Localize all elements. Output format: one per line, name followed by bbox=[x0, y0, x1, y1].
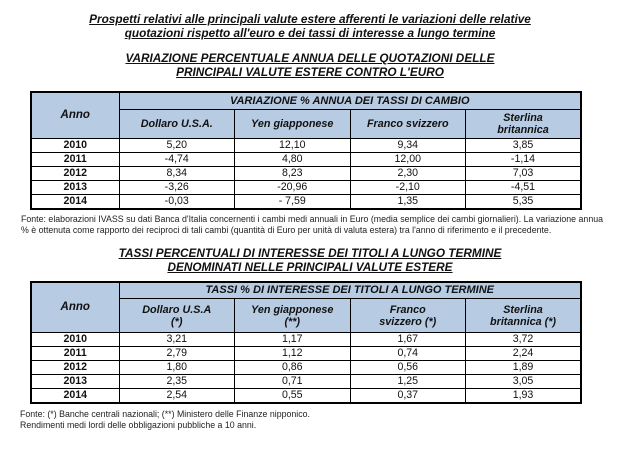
value-cell: -3,26 bbox=[119, 180, 235, 194]
table2-footnote-line2: Rendimenti medi lordi delle obbligazioni pubbliche a 10 anni. bbox=[20, 420, 257, 430]
table2-col-yen-giapponese bbox=[235, 299, 351, 333]
value-cell: 12,10 bbox=[235, 138, 351, 152]
table1-row-2013 bbox=[31, 180, 581, 194]
document-title-line1: Prospetti relativi alle principali valute estere afferenti le variazioni delle relative bbox=[89, 12, 531, 26]
value-cell: 3,85 bbox=[466, 138, 582, 152]
table2-col-sterlina-britannica bbox=[466, 299, 582, 333]
year-cell: 2012 bbox=[31, 166, 119, 180]
document-title-line2: quotazioni rispetto all'euro e dei tassi di interesse a lungo termine bbox=[124, 26, 496, 40]
value-cell: -1,14 bbox=[466, 152, 582, 166]
value-cell: 0,71 bbox=[235, 375, 351, 389]
section1-title-line1: VARIAZIONE PERCENTUALE ANNUA DELLE QUOTAZIONI DELLE bbox=[125, 51, 495, 65]
value-cell: -20,96 bbox=[235, 180, 351, 194]
table2-source-footnote bbox=[20, 409, 620, 431]
table2-col-dollaro-usa bbox=[119, 299, 235, 333]
value-cell: 12,00 bbox=[350, 152, 466, 166]
col-header-line: Dollaro U.S.A. bbox=[140, 117, 213, 130]
year-cell: 2011 bbox=[31, 347, 119, 361]
value-cell: 7,03 bbox=[466, 166, 582, 180]
value-cell: 0,86 bbox=[235, 361, 351, 375]
value-cell: 3,72 bbox=[466, 333, 582, 347]
table2-row-2011 bbox=[31, 347, 581, 361]
value-cell: 5,20 bbox=[119, 138, 235, 152]
value-cell: -2,10 bbox=[350, 180, 466, 194]
value-cell: -4,74 bbox=[119, 152, 235, 166]
table1-header-row-span bbox=[31, 92, 581, 109]
table1-anno-header: Anno bbox=[31, 92, 119, 138]
col-header-line: (*) bbox=[171, 315, 183, 328]
col-header-line: Franco bbox=[389, 303, 426, 316]
table2-row-2014 bbox=[31, 389, 581, 404]
value-cell: 2,24 bbox=[466, 347, 582, 361]
col-header-line: britannica bbox=[497, 123, 549, 136]
table1-col-dollaro-usa bbox=[119, 109, 235, 138]
table2-span-header: TASSI % DI INTERESSE DEI TITOLI A LUNGO TERMINE bbox=[119, 282, 581, 299]
section2-title-line1: TASSI PERCENTUALI DI INTERESSE DEI TITOLI A LUNGO TERMINE bbox=[118, 245, 502, 260]
table1-col-sterlina-britannica bbox=[466, 109, 582, 138]
value-cell: -0,03 bbox=[119, 194, 235, 209]
year-cell: 2010 bbox=[31, 333, 119, 347]
table2-row-2013 bbox=[31, 375, 581, 389]
value-cell: 2,79 bbox=[119, 347, 235, 361]
value-cell: 0,55 bbox=[235, 389, 351, 404]
value-cell: 4,80 bbox=[235, 152, 351, 166]
table2-anno-header: Anno bbox=[31, 282, 119, 333]
col-header-line: (**) bbox=[284, 315, 301, 328]
value-cell: 1,89 bbox=[466, 361, 582, 375]
table1-col-yen-giapponese bbox=[235, 109, 351, 138]
value-cell: 0,74 bbox=[350, 347, 466, 361]
interest-rate-table bbox=[30, 281, 582, 405]
value-cell: 1,25 bbox=[350, 375, 466, 389]
value-cell: - 7,59 bbox=[235, 194, 351, 209]
col-header-line: Dollaro U.S.A bbox=[142, 303, 212, 316]
col-header-line: Sterlina bbox=[503, 303, 543, 316]
table2-footnote-line1: Fonte: (*) Banche centrali nazionali; (**) Ministero delle Finanze nipponico. bbox=[20, 409, 310, 419]
section1-title-line2: PRINCIPALI VALUTE ESTERE CONTRO L'EURO bbox=[176, 65, 444, 79]
year-cell: 2013 bbox=[31, 180, 119, 194]
value-cell: 0,37 bbox=[350, 389, 466, 404]
year-cell: 2010 bbox=[31, 138, 119, 152]
value-cell: 2,35 bbox=[119, 375, 235, 389]
value-cell: 1,35 bbox=[350, 194, 466, 209]
value-cell: 1,93 bbox=[466, 389, 582, 404]
col-header-line: britannica (*) bbox=[490, 315, 557, 328]
value-cell: 8,23 bbox=[235, 166, 351, 180]
col-header-line: Franco svizzero bbox=[366, 117, 449, 130]
value-cell: 3,21 bbox=[119, 333, 235, 347]
value-cell: 1,80 bbox=[119, 361, 235, 375]
year-cell: 2011 bbox=[31, 152, 119, 166]
value-cell: 2,30 bbox=[350, 166, 466, 180]
section2-title bbox=[0, 246, 620, 274]
value-cell: 1,12 bbox=[235, 347, 351, 361]
year-cell: 2014 bbox=[31, 194, 119, 209]
value-cell: 1,17 bbox=[235, 333, 351, 347]
table1-source-footnote: Fonte: elaborazioni IVASS su dati Banca d'Italia concernenti i cambi medi annuali in Euro (media semplice dei cambi giornalieri). La variazione annua % è ottenuta come rapporto dei reciproci di tali cambi (quantità di Euro per unità di valuta estera) tra l'anno di riferimento e il precedente. bbox=[21, 213, 603, 235]
value-cell: 2,54 bbox=[119, 389, 235, 404]
value-cell: -4,51 bbox=[466, 180, 582, 194]
table2-col-franco-svizzero bbox=[350, 299, 466, 333]
col-header-line: svizzero (*) bbox=[379, 315, 437, 328]
value-cell: 8,34 bbox=[119, 166, 235, 180]
table2-header-row-span bbox=[31, 282, 581, 299]
exchange-rate-variation-table bbox=[30, 91, 582, 210]
value-cell: 9,34 bbox=[350, 138, 466, 152]
table1-col-franco-svizzero bbox=[350, 109, 466, 138]
value-cell: 3,05 bbox=[466, 375, 582, 389]
table2-row-2012 bbox=[31, 361, 581, 375]
value-cell: 5,35 bbox=[466, 194, 582, 209]
table1-row-2014 bbox=[31, 194, 581, 209]
table1-row-2010 bbox=[31, 138, 581, 152]
value-cell: 1,67 bbox=[350, 333, 466, 347]
col-header-line: Yen giapponese bbox=[251, 117, 334, 130]
section1-title bbox=[0, 51, 620, 79]
document-title bbox=[0, 0, 620, 40]
table1-row-2011 bbox=[31, 152, 581, 166]
table1-span-header: VARIAZIONE % ANNUA DEI TASSI DI CAMBIO bbox=[119, 92, 581, 109]
table1-row-2012 bbox=[31, 166, 581, 180]
col-header-line: Yen giapponese bbox=[251, 303, 334, 316]
value-cell: 0,56 bbox=[350, 361, 466, 375]
year-cell: 2014 bbox=[31, 389, 119, 404]
year-cell: 2012 bbox=[31, 361, 119, 375]
col-header-line: Sterlina bbox=[503, 111, 543, 124]
table2-row-2010 bbox=[31, 333, 581, 347]
year-cell: 2013 bbox=[31, 375, 119, 389]
section2-title-line2: DENOMINATI NELLE PRINCIPALI VALUTE ESTERE bbox=[167, 259, 453, 274]
